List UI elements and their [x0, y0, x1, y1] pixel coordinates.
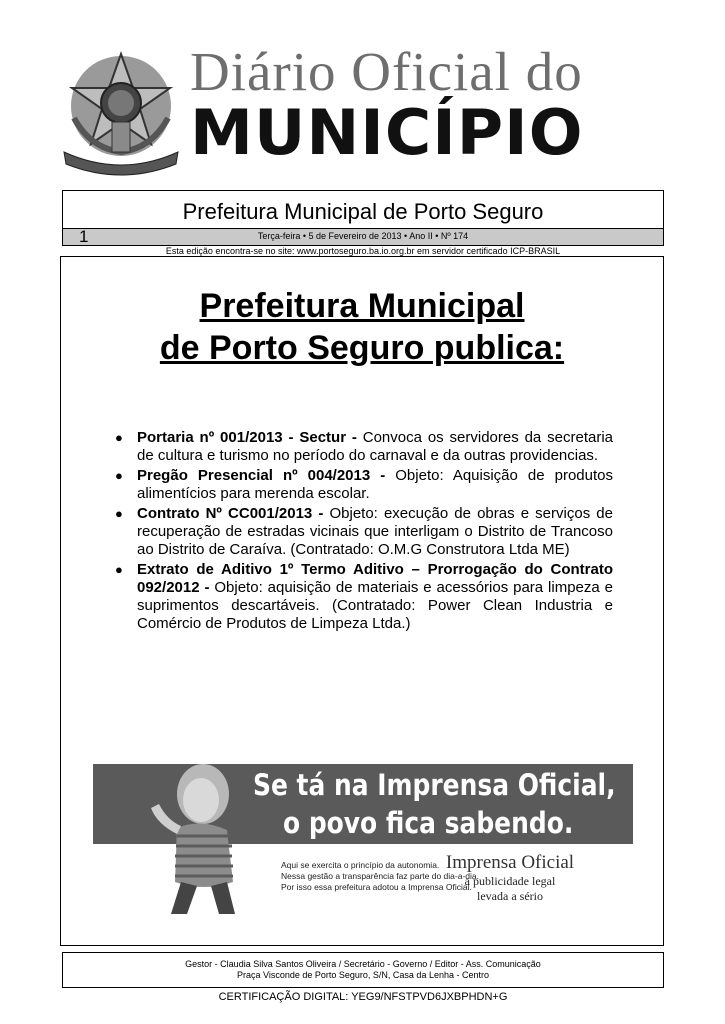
publisher-title: Prefeitura Municipal de Porto Seguro: [182, 199, 544, 224]
list-item: [113, 467, 613, 503]
bullet-icon: ●: [115, 468, 123, 483]
edition-header: [62, 190, 664, 246]
edition-date: Terça-feira • 5 de Fevereiro de 2013 • Ano II • Nº 174: [257, 231, 469, 241]
headline-line2: de Porto Seguro publica:: [159, 329, 565, 367]
list-item: [113, 561, 613, 633]
list-item: [113, 429, 613, 465]
item-text: Objeto: Aquisição de produtos alimentícios para merenda escolar.: [137, 467, 613, 502]
item-text: Convoca os servidores da secretaria de cultura e turismo no período do carnaval e da outras providencias.: [137, 429, 613, 464]
edition-site-notice: Esta edição encontra-se no site: www.portoseguro.ba.io.org.br em servidor certificado ICP-BRASIL: [165, 246, 561, 256]
footer-credits: [62, 952, 664, 988]
list-item: [113, 505, 613, 559]
page-number: 1: [79, 227, 89, 246]
banner-headline-line2: o povo fica sabendo.: [283, 806, 574, 840]
bullet-icon: ●: [115, 506, 123, 521]
bullet-icon: ●: [115, 562, 123, 577]
item-title: Contrato Nº CC001/2013 -: [137, 505, 324, 522]
main-content: [60, 256, 664, 946]
footer-address: Praça Visconde de Porto Seguro, S/N, Casa da Lenha - Centro: [237, 970, 489, 980]
brand-name: Imprensa Oficial: [445, 852, 575, 873]
item-text: Objeto: aquisição de materiais e acessórios para limpeza e suprimentos descartáveis. (Contratado: Power Clean Industria e Comércio de Produtos de Limpeza Ltda.): [137, 579, 613, 632]
page-headline: [61, 285, 663, 369]
smiling-woman-photo-icon: [141, 764, 261, 916]
masthead-title-line1: Diário Oficial do: [190, 41, 583, 102]
footer-staff: Gestor - Claudia Silva Santos Oliveira / Secretário - Governo / Editor - Ass. Comunicação: [185, 959, 541, 969]
item-text: Objeto: execução de obras e serviços de recuperação de estradas vicinais que interligam o Distrito de Trancoso ao Distrito de Caraíva. (Contratado: O.M.G Construtora Ltda ME): [137, 505, 613, 558]
item-title: Portaria nº 001/2013 - Sectur -: [137, 429, 357, 446]
imprensa-oficial-banner: [93, 764, 633, 924]
headline-line1: Prefeitura Municipal: [199, 287, 525, 325]
item-title: Extrato de Aditivo 1º Termo Aditivo – Prorrogação do Contrato 092/2012 -: [137, 561, 613, 596]
banner-body-line: Por isso essa prefeitura adotou a Imprensa Oficial.: [281, 882, 472, 892]
digital-certification: CERTIFICAÇÃO DIGITAL: YEG9/NFSTPVD6JXBPHDN+G: [218, 991, 508, 1003]
banner-body-line: Nessa gestão a transparência faz parte do dia-a-dia.: [281, 871, 479, 881]
bullet-icon: ●: [115, 430, 123, 445]
banner-body-line: Aqui se exercita o princípio da autonomia.: [281, 860, 440, 870]
banner-headline-line1: Se tá na Imprensa Oficial,: [253, 768, 616, 802]
masthead-title-line2: MUNICÍPIO: [190, 96, 584, 169]
item-title: Pregão Presencial nº 004/2013 -: [137, 467, 386, 484]
brazil-coat-of-arms-seal-icon: [60, 48, 182, 176]
brand-tagline-2: levada a sério: [477, 889, 543, 903]
brand-tagline-1: a publicidade legal: [464, 874, 556, 888]
edition-info-bar: [63, 228, 663, 245]
imprensa-oficial-logo: [445, 852, 575, 904]
publication-list: [113, 429, 613, 635]
